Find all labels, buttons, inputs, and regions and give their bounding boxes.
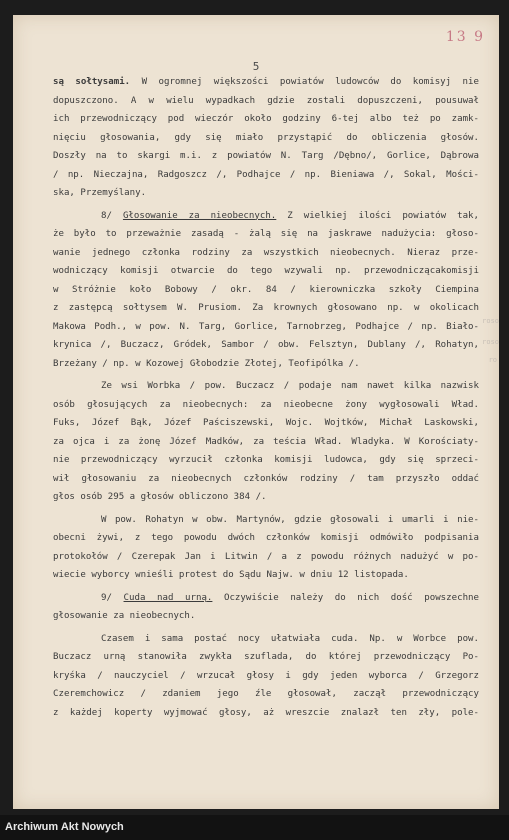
text-line: wodniczący komisji otwarcie do tego wzywali np. przewodniczącakomisji [53, 266, 479, 276]
line-rest: W ogromnej większości powiatów ludowców do komisyj nie [130, 77, 479, 87]
text-line: wiecie wyborcy wnieśli protest do Sądu Najw. w dniu 12 listopada. [53, 570, 409, 580]
text-line: za ojca i za żonę Józef Madków, za teścia Wład. Wladyka. W Korościaty- [53, 436, 479, 447]
text-line: Czasem i sama postać nocy ułatwiała cuda. Np. w Worbce pow. [101, 633, 479, 644]
text-line: Ze wsi Worbka / pow. Buczacz / podaje nam nawet kilka nazwisk [101, 381, 479, 391]
text-line: obecni żywi, z tego powodu dwóch członków komisji odmówiło podpisania [53, 533, 479, 543]
text-line: / np. Nieczajna, Radgoszcz /, Podhajce / np. Bieniawa /, Sokal, Mości- [53, 169, 479, 180]
paragraph [53, 511, 479, 585]
text-line: głosowanie za nieobecnych. [53, 611, 196, 621]
text-line: ich przewodniczący pod wieczór około godziny 6-tej albo też po zamk- [53, 114, 479, 124]
bold-phrase: są sołtysami. [53, 77, 131, 87]
text-line: Makowa Podh., w pow. N. Targ, Gorlice, Tarnobrzeg, Podhajce / np. Biało- [53, 321, 479, 332]
paragraph [53, 73, 479, 203]
text-line: nie przewodniczący wyrzucił członka komisji ludowca, gdy się sprzeci- [53, 455, 479, 465]
text-line: w Stróżnie koło Bobowy / okr. 84 / kierowniczka szkoły Ciempina [53, 284, 479, 295]
page-number: 5 [252, 60, 260, 73]
margin-mark: roso [482, 338, 499, 346]
text-line: krynica /, Buczacz, Gródek, Sambor / obw. Felsztyn, Dublany /, Rohatyn, [53, 340, 479, 350]
paragraph [53, 630, 479, 723]
body-text [53, 73, 479, 726]
margin-mark: ro [488, 356, 497, 364]
text-line: Fuks, Józef Bąk, Józef Paściszewski, Wojc. Wojtków, Michał Laskowski, [53, 418, 479, 428]
section-heading: Cuda nad urną. [123, 592, 213, 603]
text-line: Doszły na to skargi m.i. z powiatów N. Targ /Dębno/, Gorlice, Dąbrowa [53, 151, 479, 161]
folio-mark: 13 9 [445, 29, 485, 45]
text-line: dopuszczono. A w wielu wypadkach gdzie zostali dopuszczeni, pousuwał [53, 95, 479, 106]
text-line [53, 73, 479, 92]
line-rest: Oczywiście należy do nich dość powszechne [212, 592, 479, 603]
section-number: 8/ [101, 210, 123, 221]
archive-footer [0, 815, 509, 840]
text-line: wanie jednego członka rodziny za wszystkich nieobecnych. Nieraz prze- [53, 247, 479, 258]
section-number: 9/ [101, 592, 124, 603]
text-line: Czeremchowicz / zdaniem jego źle głosował, zaczął przewodniczący [53, 689, 479, 699]
text-line: kryśka / nauczyciel / wrzucał głosy i gdy jeden wyborca / Grzegorz [53, 670, 479, 681]
paragraph [53, 207, 479, 374]
text-line: z każdej koperty wyjmować głosy, aż wreszcie znalazł ten zły, pole- [53, 707, 479, 718]
text-line: z zastępcą sołtysem W. Prusiom. Za krownych głosowano np. w okolicach [53, 303, 479, 313]
line-rest: Z wielkiej ilości powiatów tak, [276, 210, 479, 221]
text-line: protokołów / Czerepak Jan i Litwin / a z powodu różnych nadużyć w po- [53, 551, 479, 562]
archive-label: Archiwum Akt Nowych [5, 821, 124, 833]
text-line: Buczacz urną stanowiła zwykła szuflada, do której przewodniczący Po- [53, 652, 479, 662]
text-line: ska, Przemyślany. [53, 188, 147, 198]
section-heading: Głosowanie za nieobecnych. [122, 210, 277, 221]
margin-mark: roso [482, 317, 499, 325]
document-page [13, 15, 499, 809]
text-line: nięciu głosowania, gdy się miało przystąpić do obliczenia głosów. [53, 132, 479, 143]
text-line: Brzeżany / np. w Kozowej Głobodzie Złotej, Teofipólka /. [53, 358, 360, 369]
text-line: osób głosujących za nieobecnych: za nieobecne żony wygłosowali Wład. [53, 399, 479, 410]
text-line: że było to przeważnie zasadą - żalą się na jaskrawe nadużycia: głoso- [53, 229, 479, 239]
text-line [53, 589, 479, 608]
text-line: W pow. Rohatyn w obw. Martynów, gdzie głosowali i umarli i nie- [101, 514, 479, 525]
text-line: głos osób 295 a głosów obliczono 384 /. [53, 492, 267, 502]
paragraph [53, 377, 479, 507]
text-line [53, 207, 479, 226]
text-line: wił głosowaniu za nieobecnych członków rodziny / tam przyszło oddać [53, 473, 479, 484]
paragraph [53, 589, 479, 626]
